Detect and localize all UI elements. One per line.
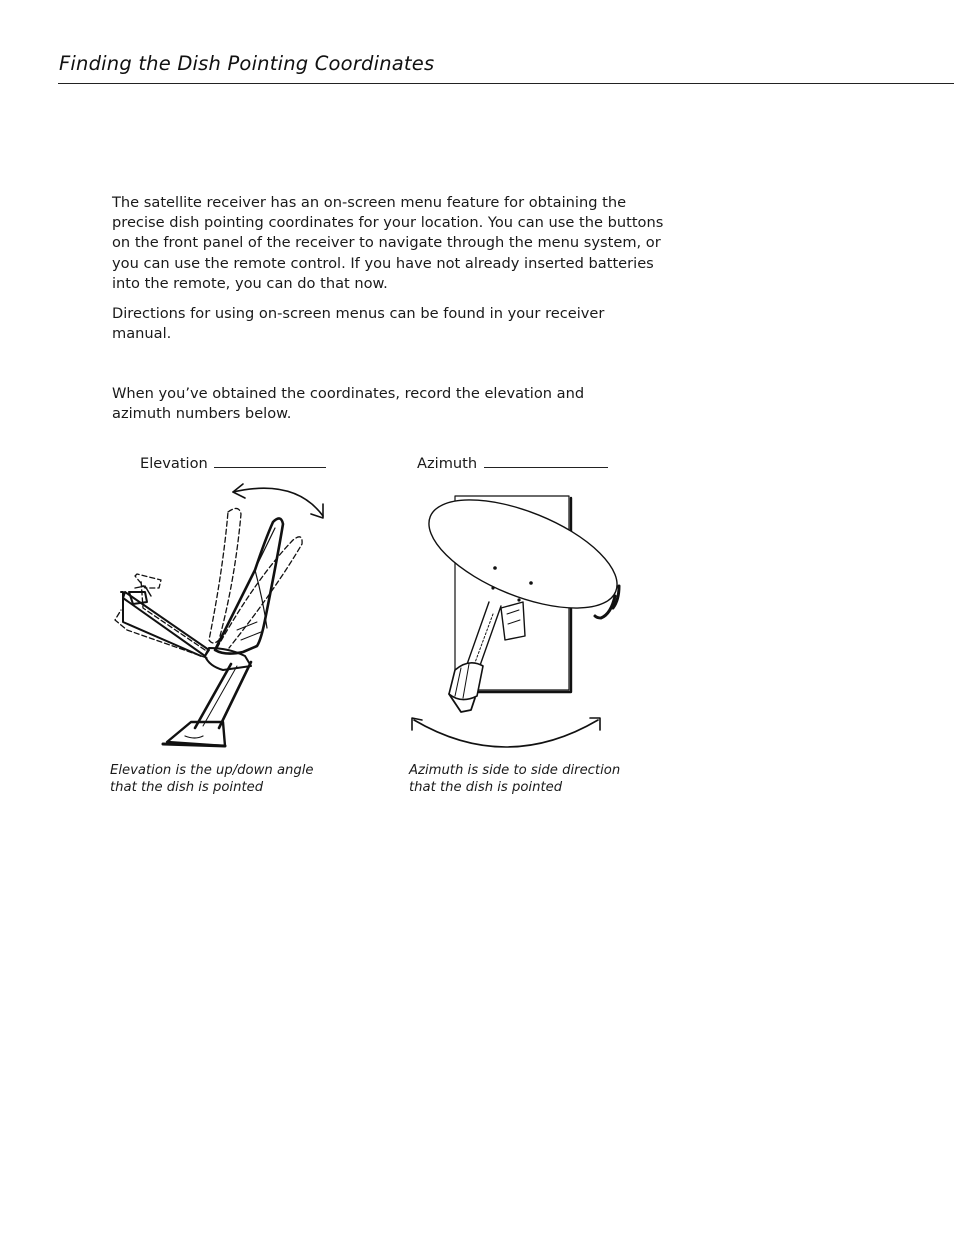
azimuth-caption-line1: Azimuth is side to side direction — [409, 763, 621, 778]
header-rule — [58, 83, 954, 84]
elevation-dish-illustration — [105, 470, 340, 755]
intro-paragraph: The satellite receiver has an on-screen menu feature for obtaining the precise dish pointing coordinates for your location. You can use the buttons on the front panel of the receiver to navigate through the menu system, or you can use the remote control. If you have not already inserted batteries into the remote, you can do that now. — [112, 194, 664, 292]
azimuth-label-row — [417, 455, 608, 472]
lnb-feed — [129, 592, 147, 604]
elevation-arc-arrow — [233, 488, 323, 516]
mount-block — [501, 602, 525, 640]
elevation-label: Elevation — [140, 455, 208, 472]
elevation-caption — [110, 762, 360, 796]
azimuth-caption-line2: that the dish is pointed — [409, 780, 563, 795]
azimuth-label: Azimuth — [417, 455, 478, 472]
azimuth-caption — [409, 762, 659, 796]
elevation-blank-line — [214, 455, 326, 468]
page-header-title: Finding the Dish Pointing Coordinates — [59, 52, 435, 75]
azimuth-arc-arrow — [408, 712, 606, 752]
azimuth-blank-line — [484, 455, 608, 468]
elevation-caption-line2: that the dish is pointed — [110, 780, 264, 795]
feed-arm — [123, 592, 209, 656]
mount-mast — [195, 662, 251, 728]
directions-paragraph: Directions for using on-screen menus can be found in your receiver manual. — [112, 305, 605, 343]
record-paragraph: When you’ve obtained the coordinates, record the elevation and azimuth numbers below. — [112, 385, 585, 423]
elevation-caption-line1: Elevation is the up/down angle — [110, 763, 314, 778]
